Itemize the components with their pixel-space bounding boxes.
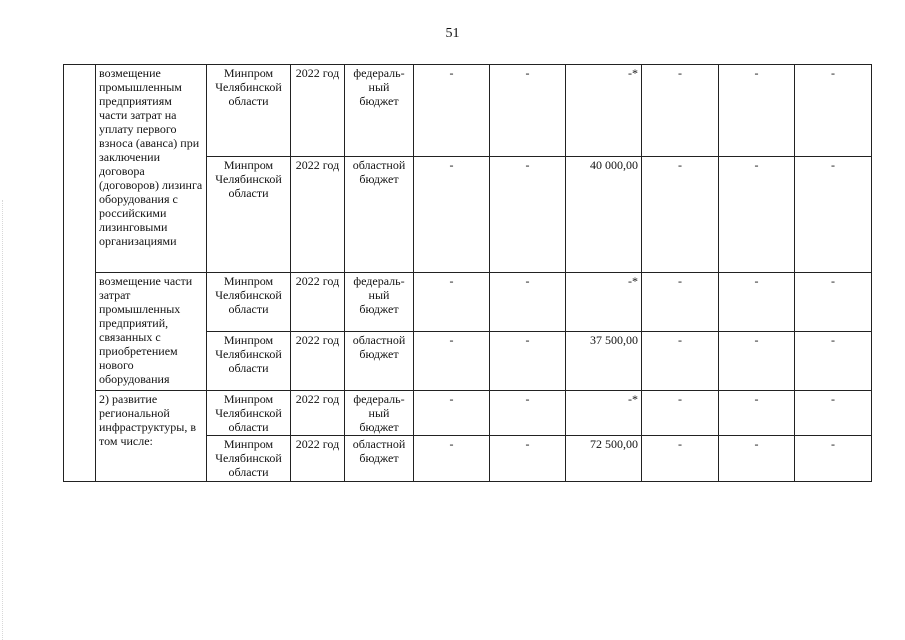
value-cell: -	[795, 157, 872, 273]
value-cell: -	[642, 273, 719, 332]
value-cell: -	[490, 436, 566, 482]
value-cell: -	[414, 65, 490, 157]
value-cell: -	[719, 436, 795, 482]
value-cell: -	[795, 332, 872, 391]
page-number: 51	[445, 26, 460, 41]
value-cell: -	[795, 273, 872, 332]
funding-source-cell: федераль-ный бюджет	[345, 273, 414, 332]
value-cell: -	[719, 391, 795, 436]
table-row	[64, 391, 872, 436]
year-cell: 2022 год	[291, 157, 345, 273]
value-cell: -	[642, 332, 719, 391]
value-cell: -	[795, 65, 872, 157]
executor-cell: Минпром Челябинской области	[207, 65, 291, 157]
scan-margin-marks	[2, 200, 9, 640]
value-cell: -	[414, 391, 490, 436]
value-cell: -	[642, 157, 719, 273]
value-cell: -	[414, 332, 490, 391]
funding-source-cell: федераль-ный бюджет	[345, 65, 414, 157]
value-cell: -	[642, 391, 719, 436]
value-cell: -	[490, 157, 566, 273]
value-cell: -*	[566, 273, 642, 332]
funding-source-cell: федераль-ный бюджет	[345, 391, 414, 436]
value-cell: 72 500,00	[566, 436, 642, 482]
executor-cell: Минпром Челябинской области	[207, 273, 291, 332]
row-number-cell	[64, 65, 96, 482]
value-cell: -	[414, 436, 490, 482]
year-cell: 2022 год	[291, 332, 345, 391]
year-cell: 2022 год	[291, 436, 345, 482]
executor-cell: Минпром Челябинской области	[207, 157, 291, 273]
value-cell: -	[795, 391, 872, 436]
table-row	[64, 65, 872, 157]
executor-cell: Минпром Челябинской области	[207, 436, 291, 482]
value-cell: -	[719, 65, 795, 157]
value-cell: -	[490, 65, 566, 157]
funding-source-cell: областной бюджет	[345, 436, 414, 482]
value-cell: 37 500,00	[566, 332, 642, 391]
value-cell: -	[490, 273, 566, 332]
value-cell: -	[414, 273, 490, 332]
value-cell: -*	[566, 65, 642, 157]
measure-description: возмещение части затрат промышленных предприятий, связанных с приобретением нового оборудования	[96, 273, 207, 391]
value-cell: -	[642, 65, 719, 157]
value-cell: -	[642, 436, 719, 482]
year-cell: 2022 год	[291, 391, 345, 436]
value-cell: -	[719, 273, 795, 332]
year-cell: 2022 год	[291, 65, 345, 157]
value-cell: -	[414, 157, 490, 273]
value-cell: 40 000,00	[566, 157, 642, 273]
executor-cell: Минпром Челябинской области	[207, 391, 291, 436]
budget-table	[63, 64, 872, 482]
year-cell: 2022 год	[291, 273, 345, 332]
value-cell: -	[719, 157, 795, 273]
value-cell: -	[490, 332, 566, 391]
value-cell: -*	[566, 391, 642, 436]
measure-description: возмещение промышленным предприятиям части затрат на уплату первого взноса (аванса) при заключении договора (договоров) лизинга оборудования с российскими лизинговыми организациями	[96, 65, 207, 273]
funding-source-cell: областной бюджет	[345, 157, 414, 273]
value-cell: -	[719, 332, 795, 391]
value-cell: -	[795, 436, 872, 482]
value-cell: -	[490, 391, 566, 436]
table-row	[64, 273, 872, 332]
funding-source-cell: областной бюджет	[345, 332, 414, 391]
executor-cell: Минпром Челябинской области	[207, 332, 291, 391]
measure-description: 2) развитие региональной инфраструктуры, в том числе:	[96, 391, 207, 482]
